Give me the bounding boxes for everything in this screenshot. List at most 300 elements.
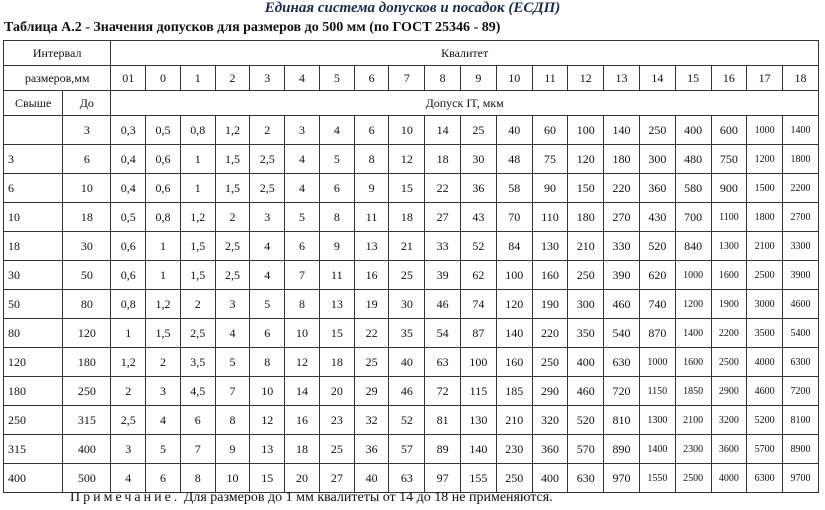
tolerance-cell: 8 (354, 145, 389, 174)
to-cell: 120 (63, 319, 111, 348)
tolerance-cell: 5700 (747, 435, 783, 464)
to-cell: 3 (63, 116, 111, 145)
tolerance-cell: 390 (604, 261, 640, 290)
tolerance-cell: 13 (354, 232, 389, 261)
grade-header-cell: 5 (319, 66, 354, 91)
tolerance-cell: 9700 (783, 464, 819, 493)
tolerance-cell: 8 (215, 406, 250, 435)
tolerance-cell: 4 (215, 319, 250, 348)
tolerance-cell: 220 (604, 174, 640, 203)
tolerance-cell: 8 (319, 203, 354, 232)
tolerance-cell: 60 (532, 116, 568, 145)
tolerance-cell: 16 (354, 261, 389, 290)
tolerance-cell: 3 (215, 290, 250, 319)
tolerance-cell: 2,5 (250, 145, 285, 174)
header-row-3 (4, 91, 819, 116)
tolerance-cell: 130 (461, 406, 497, 435)
tolerance-cell: 130 (532, 232, 568, 261)
tolerance-cell: 29 (354, 377, 389, 406)
tolerance-cell: 18 (285, 435, 320, 464)
tolerance-cell: 1 (180, 145, 215, 174)
tolerance-cell: 2300 (675, 435, 711, 464)
tolerance-cell: 0,8 (146, 203, 181, 232)
tolerance-cell: 4 (250, 261, 285, 290)
tolerance-cell: 81 (425, 406, 461, 435)
tolerance-cell: 180 (604, 145, 640, 174)
tolerance-cell: 4 (319, 116, 354, 145)
tolerance-cell: 1,2 (146, 290, 181, 319)
grade-header-cell: 9 (461, 66, 497, 91)
over-cell: 250 (4, 406, 63, 435)
to-cell: 50 (63, 261, 111, 290)
to-cell: 250 (63, 377, 111, 406)
tolerance-cell: 0,8 (180, 116, 215, 145)
tolerance-cell: 2500 (747, 261, 783, 290)
tolerance-cell: 810 (604, 406, 640, 435)
tolerance-cell: 25 (461, 116, 497, 145)
tolerance-cell: 220 (532, 319, 568, 348)
tolerance-cell: 10 (250, 377, 285, 406)
tolerance-cell: 6 (250, 319, 285, 348)
tolerance-cell: 21 (389, 232, 425, 261)
tolerance-cell: 63 (425, 348, 461, 377)
tolerance-cell: 1,2 (180, 203, 215, 232)
tolerance-cell: 35 (389, 319, 425, 348)
tolerance-cell: 13 (319, 290, 354, 319)
tolerance-cell: 1,5 (215, 145, 250, 174)
tolerance-cell: 185 (496, 377, 532, 406)
tolerance-cell: 320 (532, 406, 568, 435)
tolerance-cell: 0,4 (111, 145, 146, 174)
tolerance-cell: 4 (285, 174, 320, 203)
tolerance-cell: 270 (604, 203, 640, 232)
tolerance-cell: 250 (568, 261, 604, 290)
tolerance-cell: 155 (461, 464, 497, 493)
note-label: Примечание. (70, 490, 181, 505)
tolerance-cell: 10 (285, 319, 320, 348)
grade-header-cell: 13 (604, 66, 640, 91)
tolerance-cell: 2,5 (180, 319, 215, 348)
tolerance-cell: 1,2 (215, 116, 250, 145)
table-row (4, 377, 819, 406)
tolerance-cell: 4 (285, 145, 320, 174)
tolerance-cell: 9 (215, 435, 250, 464)
tolerance-cell: 150 (568, 174, 604, 203)
tolerance-cell: 520 (639, 232, 675, 261)
tolerance-cell: 720 (604, 377, 640, 406)
tolerance-cell: 5200 (747, 406, 783, 435)
tolerance-cell: 36 (354, 435, 389, 464)
tolerance-cell: 11 (319, 261, 354, 290)
tolerance-cell: 520 (568, 406, 604, 435)
tolerance-cell: 13 (250, 435, 285, 464)
tolerance-cell: 15 (389, 174, 425, 203)
tolerance-cell: 840 (675, 232, 711, 261)
tolerance-cell: 2,5 (250, 174, 285, 203)
tolerance-cell: 600 (711, 116, 747, 145)
tolerance-cell: 1400 (783, 116, 819, 145)
table-row (4, 435, 819, 464)
to-cell: 315 (63, 406, 111, 435)
tolerance-cell: 2200 (711, 319, 747, 348)
over-cell: 3 (4, 145, 63, 174)
tolerance-cell: 87 (461, 319, 497, 348)
tolerance-cell: 180 (568, 203, 604, 232)
tolerance-cell: 140 (604, 116, 640, 145)
tolerance-cell: 2 (146, 348, 181, 377)
tolerance-cell: 190 (532, 290, 568, 319)
tolerance-cell: 300 (568, 290, 604, 319)
over-cell: 120 (4, 348, 63, 377)
tolerance-cell: 3500 (747, 319, 783, 348)
tolerance-cell: 4600 (747, 377, 783, 406)
tolerance-cell: 11 (354, 203, 389, 232)
tolerance-cell: 16 (285, 406, 320, 435)
grade-header-cell: 10 (496, 66, 532, 91)
tolerance-cell: 970 (604, 464, 640, 493)
document-header: Единая система допусков и посадок (ЕСДП) (264, 0, 561, 16)
tolerance-cell: 6 (146, 464, 181, 493)
tolerance-cell: 6300 (747, 464, 783, 493)
tolerance-cell: 160 (532, 261, 568, 290)
table-row (4, 145, 819, 174)
tolerance-cell: 1300 (639, 406, 675, 435)
tolerance-cell: 22 (354, 319, 389, 348)
tolerance-cell: 8100 (783, 406, 819, 435)
tolerance-cell: 5400 (783, 319, 819, 348)
tolerance-cell: 2700 (783, 203, 819, 232)
to-cell: 18 (63, 203, 111, 232)
tolerance-cell: 620 (639, 261, 675, 290)
tolerance-cell: 75 (532, 145, 568, 174)
header-row-1 (4, 41, 819, 66)
tolerance-cell: 15 (250, 464, 285, 493)
tolerance-cell: 3300 (783, 232, 819, 261)
tolerance-cell: 70 (496, 203, 532, 232)
tolerance-cell: 5 (250, 290, 285, 319)
to-cell: 6 (63, 145, 111, 174)
interval-header-units: размеров,мм (4, 66, 111, 91)
tolerance-cell: 30 (461, 145, 497, 174)
tolerance-cell: 4 (146, 406, 181, 435)
tolerance-cell: 54 (425, 319, 461, 348)
tolerance-cell: 46 (425, 290, 461, 319)
tolerance-cell: 12 (389, 145, 425, 174)
over-cell (4, 116, 63, 145)
tolerance-cell: 97 (425, 464, 461, 493)
tolerance-cell: 360 (532, 435, 568, 464)
tolerance-cell: 18 (425, 145, 461, 174)
tolerance-cell: 36 (461, 174, 497, 203)
tolerance-cell: 2 (215, 203, 250, 232)
tolerance-cell: 140 (461, 435, 497, 464)
tolerance-cell: 900 (711, 174, 747, 203)
tolerance-cell: 1 (180, 174, 215, 203)
tolerance-cell: 4600 (783, 290, 819, 319)
tolerance-cell: 19 (354, 290, 389, 319)
tolerance-cell: 7200 (783, 377, 819, 406)
tolerance-cell: 1,2 (111, 348, 146, 377)
tolerance-cell: 0,8 (111, 290, 146, 319)
tolerance-cell: 1100 (711, 203, 747, 232)
tolerance-cell: 5 (285, 203, 320, 232)
tolerance-cell: 7 (285, 261, 320, 290)
tolerance-cell: 100 (568, 116, 604, 145)
tolerance-cell: 1400 (675, 319, 711, 348)
tolerance-cell: 4 (250, 232, 285, 261)
over-header: Свыше (4, 91, 63, 116)
to-cell: 500 (63, 464, 111, 493)
tolerance-cell: 540 (604, 319, 640, 348)
tolerance-cell: 360 (639, 174, 675, 203)
tolerance-cell: 110 (532, 203, 568, 232)
tolerance-cell: 3000 (747, 290, 783, 319)
tolerance-cell: 700 (675, 203, 711, 232)
tolerance-cell: 2100 (747, 232, 783, 261)
header-row-2 (4, 66, 819, 91)
table-row (4, 406, 819, 435)
tolerance-cell: 0,5 (111, 203, 146, 232)
table-row (4, 203, 819, 232)
grade-header-cell: 8 (425, 66, 461, 91)
tolerance-cell: 2500 (711, 348, 747, 377)
table-row (4, 319, 819, 348)
tolerance-cell: 46 (389, 377, 425, 406)
tolerance-cell: 1400 (639, 435, 675, 464)
table-caption: Таблица А.2 - Значения допусков для размеров до 500 мм (по ГОСТ 25346 - 89) (4, 20, 501, 35)
tolerance-cell: 22 (425, 174, 461, 203)
tolerance-cell: 18 (389, 203, 425, 232)
tolerance-cell: 100 (496, 261, 532, 290)
tolerance-cell: 6 (354, 116, 389, 145)
tolerance-cell: 10 (215, 464, 250, 493)
tolerance-cell: 250 (496, 464, 532, 493)
tolerance-cell: 74 (461, 290, 497, 319)
tolerance-cell: 630 (568, 464, 604, 493)
tolerance-cell: 32 (354, 406, 389, 435)
tolerance-cell: 330 (604, 232, 640, 261)
tolerance-cell: 3200 (711, 406, 747, 435)
tolerance-cell: 7 (215, 377, 250, 406)
grade-header-cell: 17 (747, 66, 783, 91)
tolerance-cell: 4 (111, 464, 146, 493)
tolerance-cell: 290 (532, 377, 568, 406)
tolerance-cell: 39 (425, 261, 461, 290)
tolerance-header: Допуск IT, мкм (111, 91, 819, 116)
tolerance-cell: 23 (319, 406, 354, 435)
tolerance-cell: 1,5 (180, 232, 215, 261)
tolerance-cell: 6 (285, 232, 320, 261)
grade-header-cell: 12 (568, 66, 604, 91)
tolerance-cell: 1000 (747, 116, 783, 145)
tolerance-cell: 120 (568, 145, 604, 174)
tolerance-cell: 2500 (675, 464, 711, 493)
tolerance-cell: 63 (389, 464, 425, 493)
tolerance-cell: 1800 (747, 203, 783, 232)
over-cell: 315 (4, 435, 63, 464)
tolerance-cell: 460 (604, 290, 640, 319)
tolerance-cell: 14 (285, 377, 320, 406)
tolerance-cell: 10 (389, 116, 425, 145)
grade-header-cell: 2 (215, 66, 250, 91)
over-cell: 30 (4, 261, 63, 290)
tolerance-cell: 1850 (675, 377, 711, 406)
tolerance-cell: 18 (319, 348, 354, 377)
table-note (70, 490, 553, 506)
tolerance-cell: 14 (425, 116, 461, 145)
tolerance-cell: 250 (639, 116, 675, 145)
tolerance-cell: 1600 (711, 261, 747, 290)
tolerance-cell: 1800 (783, 145, 819, 174)
tolerance-cell: 1 (146, 261, 181, 290)
tolerance-cell: 230 (496, 435, 532, 464)
qualitet-header: Квалитет (111, 41, 819, 66)
tolerance-cell: 0,4 (111, 174, 146, 203)
interval-header: Интервал (4, 41, 111, 66)
tolerance-cell: 48 (496, 145, 532, 174)
tolerance-cell: 5 (215, 348, 250, 377)
grade-header-cell: 11 (532, 66, 568, 91)
over-cell: 18 (4, 232, 63, 261)
tolerance-cell: 1000 (639, 348, 675, 377)
tolerance-cell: 570 (568, 435, 604, 464)
tolerance-cell: 6 (319, 174, 354, 203)
tolerance-cell: 120 (496, 290, 532, 319)
tolerance-cell: 12 (285, 348, 320, 377)
grade-header-cell: 0 (146, 66, 181, 91)
note-text: Для размеров до 1 мм квалитеты от 14 до 18 не применяются. (183, 490, 553, 505)
table-row (4, 261, 819, 290)
tolerance-cell: 2100 (675, 406, 711, 435)
tolerance-cell: 20 (319, 377, 354, 406)
tolerance-cell: 3 (111, 435, 146, 464)
tolerance-cell: 460 (568, 377, 604, 406)
tolerance-cell: 2200 (783, 174, 819, 203)
tolerance-cell: 7 (180, 435, 215, 464)
tolerance-cell: 1900 (711, 290, 747, 319)
tolerance-cell: 870 (639, 319, 675, 348)
tolerance-cell: 3 (250, 203, 285, 232)
tolerance-cell: 4000 (711, 464, 747, 493)
tolerance-cell: 4000 (747, 348, 783, 377)
tolerance-cell: 1150 (639, 377, 675, 406)
tolerance-cell: 300 (639, 145, 675, 174)
tolerance-cell: 8900 (783, 435, 819, 464)
over-cell: 6 (4, 174, 63, 203)
tolerance-cell: 1 (146, 232, 181, 261)
table-row (4, 290, 819, 319)
tolerance-cell: 52 (461, 232, 497, 261)
tolerance-cell: 52 (389, 406, 425, 435)
over-cell: 180 (4, 377, 63, 406)
tolerance-cell: 57 (389, 435, 425, 464)
to-cell: 400 (63, 435, 111, 464)
tolerance-cell: 30 (389, 290, 425, 319)
grade-header-cell: 6 (354, 66, 389, 91)
grade-header-cell: 15 (675, 66, 711, 91)
tolerance-cell: 1,5 (146, 319, 181, 348)
over-cell: 80 (4, 319, 63, 348)
tolerance-cell: 20 (285, 464, 320, 493)
tolerance-cell: 2,5 (111, 406, 146, 435)
tolerance-cell: 1 (111, 319, 146, 348)
tolerance-cell: 1500 (747, 174, 783, 203)
tolerance-cell: 43 (461, 203, 497, 232)
tolerance-cell: 84 (496, 232, 532, 261)
grade-header-cell: 1 (180, 66, 215, 91)
tolerance-cell: 0,6 (146, 145, 181, 174)
tolerance-cell: 100 (461, 348, 497, 377)
grade-header-cell: 18 (783, 66, 819, 91)
table-row (4, 348, 819, 377)
tolerance-cell: 140 (496, 319, 532, 348)
tolerance-cell: 40 (496, 116, 532, 145)
tolerance-cell: 58 (496, 174, 532, 203)
tolerance-cell: 0,6 (111, 232, 146, 261)
table-row (4, 464, 819, 493)
grade-header-cell: 3 (250, 66, 285, 91)
tolerance-cell: 25 (354, 348, 389, 377)
tolerance-cell: 3900 (783, 261, 819, 290)
to-cell: 30 (63, 232, 111, 261)
tolerance-cell: 400 (675, 116, 711, 145)
tolerance-cell: 630 (604, 348, 640, 377)
tolerance-cell: 0,3 (111, 116, 146, 145)
tolerance-cell: 33 (425, 232, 461, 261)
tolerance-cell: 8 (285, 290, 320, 319)
tolerance-cell: 1550 (639, 464, 675, 493)
tolerance-cell: 8 (250, 348, 285, 377)
tolerance-cell: 2900 (711, 377, 747, 406)
over-cell: 50 (4, 290, 63, 319)
tolerance-cell: 400 (532, 464, 568, 493)
tolerance-cell: 1200 (747, 145, 783, 174)
tolerance-cell: 1,5 (180, 261, 215, 290)
tolerance-cell: 2 (180, 290, 215, 319)
grade-header-cell: 4 (285, 66, 320, 91)
tolerance-cell: 62 (461, 261, 497, 290)
tolerance-cell: 750 (711, 145, 747, 174)
tolerance-cell: 3 (285, 116, 320, 145)
tolerance-cell: 1300 (711, 232, 747, 261)
tolerance-cell: 160 (496, 348, 532, 377)
tolerance-cell: 25 (319, 435, 354, 464)
tolerance-table (3, 40, 819, 493)
tolerance-cell: 40 (354, 464, 389, 493)
tolerance-cell: 89 (425, 435, 461, 464)
tolerance-cell: 250 (532, 348, 568, 377)
over-cell: 400 (4, 464, 63, 493)
tolerance-cell: 1600 (675, 348, 711, 377)
tolerance-cell: 5 (319, 145, 354, 174)
tolerance-cell: 9 (319, 232, 354, 261)
over-cell: 10 (4, 203, 63, 232)
tolerance-cell: 4,5 (180, 377, 215, 406)
table-row (4, 174, 819, 203)
tolerance-cell: 12 (250, 406, 285, 435)
tolerance-cell: 350 (568, 319, 604, 348)
grade-header-cell: 7 (389, 66, 425, 91)
tolerance-cell: 740 (639, 290, 675, 319)
tolerance-cell: 210 (496, 406, 532, 435)
tolerance-cell: 0,6 (111, 261, 146, 290)
tolerance-cell: 2 (250, 116, 285, 145)
tolerance-cell: 480 (675, 145, 711, 174)
tolerance-cell: 27 (425, 203, 461, 232)
tolerance-cell: 6 (180, 406, 215, 435)
tolerance-cell: 0,5 (146, 116, 181, 145)
tolerance-cell: 210 (568, 232, 604, 261)
